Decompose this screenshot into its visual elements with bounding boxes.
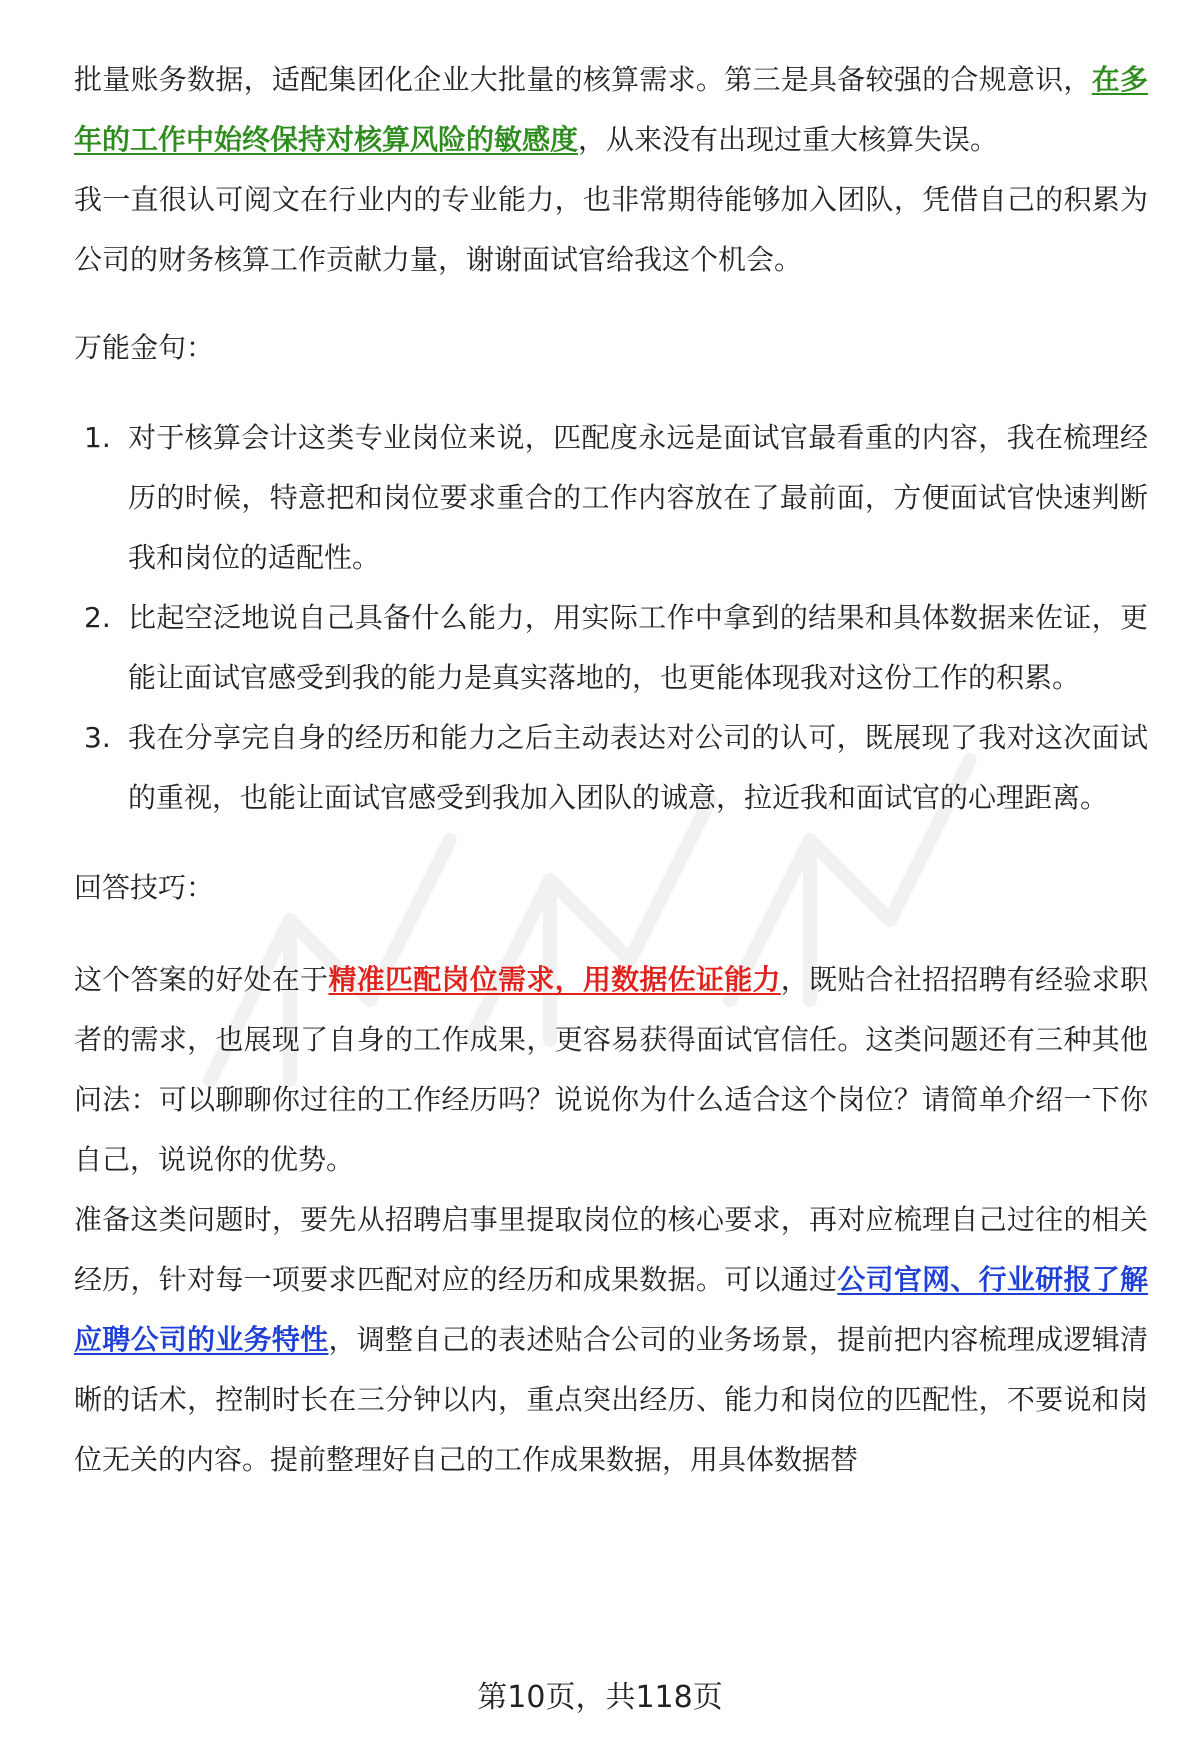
list-item-text: 对于核算会计这类专业岗位来说，匹配度永远是面试官最看重的内容，我在梳理经历的时候，特意把和岗位要求重合的工作内容放在了最前面，方便面试官快速判断我和岗位的适配性。 xyxy=(128,421,1148,574)
list-number: 1. xyxy=(84,421,111,454)
tips-text-b: ，既贴合社招招聘有经验求职者的需求，也展现了自身的工作成果，更容易获得面试官信任。这类问题还有三种其他问法：可以聊聊你过往的工作经历吗？说说你为什么适合这个岗位？请简单介绍一下你自己，说说你的优势。 xyxy=(74,963,1148,1176)
highlight-blue-text: 公司官网、行业研报了解应聘公司的业务特性 xyxy=(74,1263,1148,1356)
highlight-red-text: 精准匹配岗位需求，用数据佐证能力 xyxy=(328,963,781,996)
tips-paragraph-2 xyxy=(74,1190,1148,1490)
golden-sentences-list xyxy=(74,408,1148,828)
list-item xyxy=(74,708,1148,828)
list-item-text: 比起空泛地说自己具备什么能力，用实际工作中拿到的结果和具体数据来佐证，更能让面试官感受到我的能力是真实落地的，也更能体现我对这份工作的积累。 xyxy=(128,601,1148,694)
highlight-green-text: 在多年的工作中始终保持对核算风险的敏感度 xyxy=(74,63,1148,156)
list-number: 2. xyxy=(84,601,111,634)
tips-text-d: ，调整自己的表述贴合公司的业务场景，提前把内容梳理成逻辑清晰的话术，控制时长在三分钟以内，重点突出经历、能力和岗位的匹配性，不要说和岗位无关的内容。提前整理好自己的工作成果数据，用具体数据替 xyxy=(74,1323,1148,1476)
tips-paragraph-1 xyxy=(74,950,1148,1190)
tips-text-a: 这个答案的好处在于 xyxy=(74,963,329,996)
answer-tips-heading: 回答技巧： xyxy=(74,871,215,904)
intro-text-b: ，从来没有出现过重大核算失误。 xyxy=(578,123,999,156)
intro-paragraph-2: 我一直很认可阅文在行业内的专业能力，也非常期待能够加入团队，凭借自己的积累为公司的财务核算工作贡献力量，谢谢面试官给我这个机会。 xyxy=(74,183,1148,276)
tips-text-c: 准备这类问题时，要先从招聘启事里提取岗位的核心要求，再对应梳理自己过往的相关经历，针对每一项要求匹配对应的经历和成果数据。可以通过 xyxy=(74,1203,1148,1296)
list-item-text: 我在分享完自身的经历和能力之后主动表达对公司的认可，既展现了我对这次面试的重视，也能让面试官感受到我加入团队的诚意，拉近我和面试官的心理距离。 xyxy=(128,721,1148,814)
golden-sentences-heading: 万能金句： xyxy=(74,331,215,364)
intro-paragraph-1 xyxy=(74,50,1148,170)
list-item xyxy=(74,408,1148,588)
list-number: 3. xyxy=(84,721,111,754)
page-number-footer: 第10页，共118页 xyxy=(477,1680,723,1715)
intro-text-a: 批量账务数据，适配集团化企业大批量的核算需求。第三是具备较强的合规意识， xyxy=(74,63,1092,96)
document-page xyxy=(74,50,1148,1490)
list-item xyxy=(74,588,1148,708)
